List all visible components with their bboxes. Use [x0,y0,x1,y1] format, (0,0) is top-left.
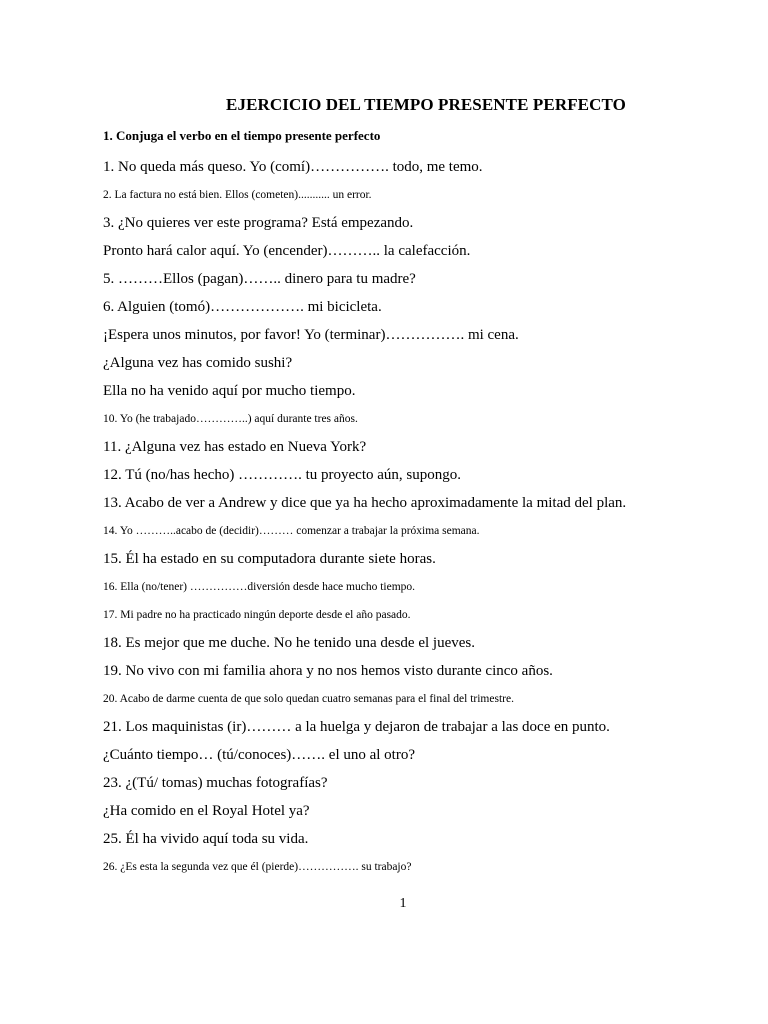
exercise-line: 16. Ella (no/tener) ……………diversión desde hace mucho tiempo. [103,581,416,593]
document-title: EJERCICIO DEL TIEMPO PRESENTE PERFECTO [226,95,626,114]
exercise-line: 23. ¿(Tú/ tomas) muchas fotografías? [103,774,328,791]
exercise-line: 25. Él ha vivido aquí toda su vida. [103,830,309,847]
exercise-list [103,153,626,881]
exercise-line: 14. Yo ………..acabo de (decidir)……… comenzar a trabajar la próxima semana. [103,525,480,537]
exercise-instruction: 1. Conjuga el verbo en el tiempo presente perfecto [103,128,381,143]
exercise-line: 13. Acabo de ver a Andrew y dice que ya ha hecho aproximadamente la mitad del plan. [103,494,627,511]
exercise-line: 1. No queda más queso. Yo (comí)……………. todo, me temo. [103,158,483,175]
exercise-line: 6. Alguien (tomó)………………. mi bicicleta. [103,298,382,315]
exercise-line: 26. ¿Es esta la segunda vez que él (pierde)……………. su trabajo? [103,861,412,873]
exercise-line: 5. ………Ellos (pagan)…….. dinero para tu madre? [103,270,416,287]
exercise-line: 2. La factura no está bien. Ellos (cometen)........... un error. [103,189,372,201]
exercise-line: ¿Alguna vez has comido sushi? [103,354,293,371]
exercise-line: Ella no ha venido aquí por mucho tiempo. [103,382,356,399]
exercise-line: ¡Espera unos minutos, por favor! Yo (terminar)……………. mi cena. [103,326,519,343]
exercise-line: 21. Los maquinistas (ir)……… a la huelga y dejaron de trabajar a las doce en punto. [103,718,610,735]
exercise-line: 18. Es mejor que me duche. No he tenido una desde el jueves. [103,634,475,651]
exercise-line: 17. Mi padre no ha practicado ningún deporte desde el año pasado. [103,609,411,621]
page-number: 1 [399,896,407,911]
exercise-line: Pronto hará calor aquí. Yo (encender)……….. la calefacción. [103,242,471,259]
exercise-line: 10. Yo (he trabajado…………..) aquí durante tres años. [103,413,358,425]
exercise-line: ¿Ha comido en el Royal Hotel ya? [103,802,310,819]
exercise-line: 11. ¿Alguna vez has estado en Nueva York? [103,438,367,455]
exercise-line: ¿Cuánto tiempo… (tú/conoces)……. el uno al otro? [103,746,416,763]
exercise-line: 19. No vivo con mi familia ahora y no nos hemos visto durante cinco años. [103,662,553,679]
exercise-line: 15. Él ha estado en su computadora durante siete horas. [103,550,436,567]
exercise-line: 12. Tú (no/has hecho) …………. tu proyecto aún, supongo. [103,466,462,483]
exercise-line: 3. ¿No quieres ver este programa? Está empezando. [103,214,414,231]
exercise-line: 20. Acabo de darme cuenta de que solo quedan cuatro semanas para el final del trimestre. [103,693,514,705]
